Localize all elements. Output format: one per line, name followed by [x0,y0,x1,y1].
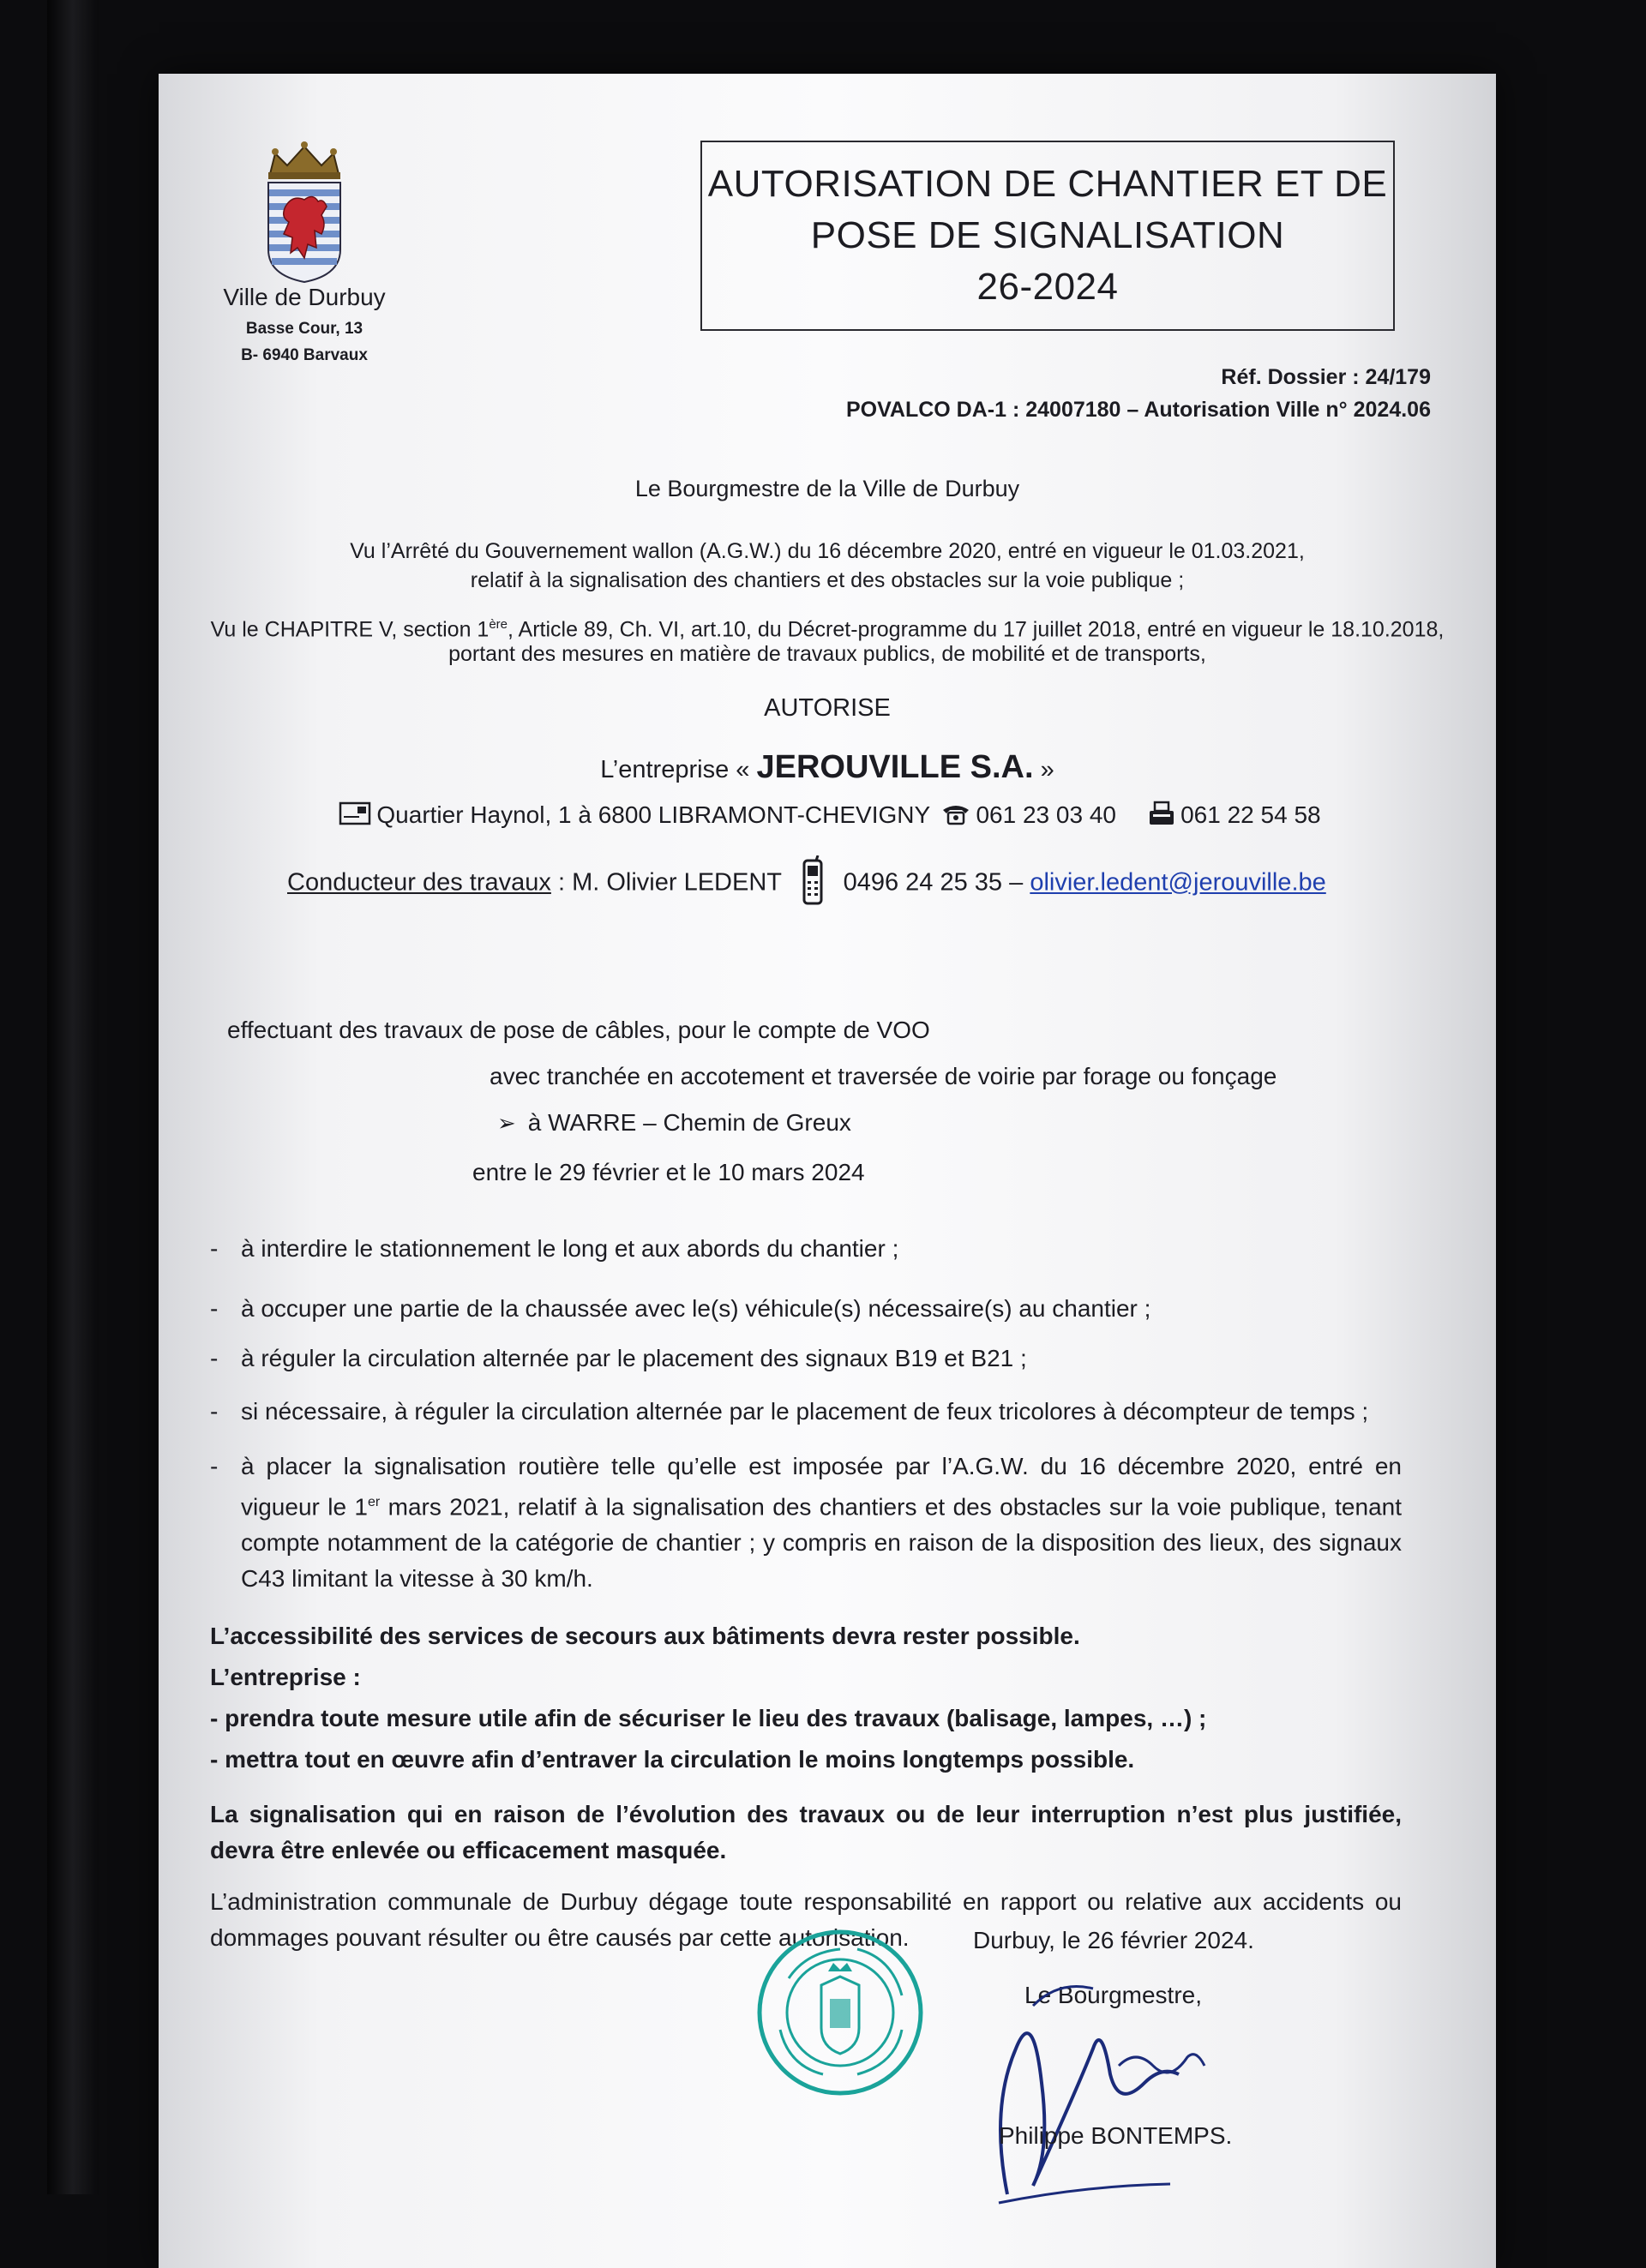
municipality-address-line1: Basse Cour, 13 [245,320,363,338]
company-contact-line [159,801,1496,832]
list-dash: - [210,1235,219,1262]
measure-5-part-a: à placer la signalisation routière telle qu’elle est imposée par l’A.G.W. du 16 décembre 2020, entré en vigueur le 1 [241,1453,1402,1521]
works-location: à WARRE – Chemin de Greux [527,1109,851,1136]
company-fax: 061 22 54 58 [1180,801,1321,828]
measure-item-1 [210,1231,1402,1267]
site-manager-mobile: 0496 24 25 35 [843,868,1003,897]
municipality-name: Ville de Durbuy [223,284,386,310]
measure-item-4 [210,1394,1402,1430]
document-page [159,74,1496,2268]
accessibility-note: L’accessibilité des services de secours aux bâtiments devra rester possible. [210,1623,1080,1649]
fax-icon [1148,801,1175,832]
measure-item-3 [210,1341,1402,1377]
document-title-box [700,141,1395,331]
authorise-heading: AUTORISE [764,694,891,722]
recital-2-rest: , Article 89, Ch. VI, art.10, du Décret-programme du 17 juillet 2018, entré en vigueur le 18.10.2018, [508,617,1445,642]
recital-1-line1: Vu l’Arrêté du Gouvernement wallon (A.G.W.) du 16 décembre 2020, entré en vigueur le 01.03.2021, [350,539,1305,563]
measure-text: à occuper une partie de la chaussée avec le(s) véhicule(s) nécessaire(s) au chantier ; [241,1295,1151,1322]
list-dash: - [210,1295,219,1322]
works-period: entre le 29 février et le 10 mars 2024 [472,1159,865,1185]
recital-2-prefix: Vu le CHAPITRE V, section 1 [210,617,490,642]
recital-2-superscript: ère [489,617,508,632]
reference-dossier: Réf. Dossier : 24/179 [1221,365,1431,389]
measure-text: si nécessaire, à réguler la circulation alternée par le placement de feux tricolores à décompteur de temps ; [241,1398,1369,1425]
title-line3: 26-2024 [976,266,1119,308]
contact-separator: – [1009,868,1024,897]
list-dash: - [210,1453,219,1479]
coat-of-arms-logo [261,138,347,284]
site-manager-name: : M. Olivier LEDENT [557,868,782,897]
company-open-quote: « [736,756,750,783]
arrow-bullet-icon: ➢ [497,1110,516,1136]
obligation-2: - mettra tout en œuvre afin d’entraver la circulation le moins longtemps possible. [210,1746,1135,1773]
title-line2: POSE DE SIGNALISATION [810,214,1285,256]
measure-5-superscript: er [368,1495,381,1509]
measure-item-5 [210,1449,1402,1597]
measure-text [241,1449,1402,1597]
company-line [159,749,1496,786]
company-prefix: L’entreprise [600,756,730,783]
signatory-name: Philippe BONTEMPS. [999,2122,1233,2149]
signature-place-date: Durbuy, le 26 février 2024. [973,1927,1254,1953]
title-line1: AUTORISATION DE CHANTIER ET DE [707,163,1388,205]
measure-5-part-b: mars 2021, relatif à la signalisation des chantiers et des obstacles sur la voie publique, tenant compte notamment de la catégorie de chantier ; y compris en raison de la disposition des lieux, des signaux C43 limitant la vitesse à 30 km/h. [241,1493,1402,1593]
signature-role: Le Bourgmestre, [1024,1982,1202,2008]
issuer: Le Bourgmestre de la Ville de Durbuy [634,476,1020,501]
company-close-quote: » [1040,756,1054,783]
municipal-seal-stamp [754,1927,926,2098]
signage-removal-note: La signalisation qui en raison de l’évolution des travaux ou de leur interruption n’est plus justifiée, devra être enlevée ou efficacement masquée. [210,1801,1402,1863]
company-phone: 061 23 03 40 [976,801,1116,828]
list-dash: - [210,1398,219,1425]
obligations-heading: L’entreprise : [210,1664,361,1690]
mobile-phone-icon [801,855,825,912]
works-line1: effectuant des travaux de pose de câbles, pour le compte de VOO [227,1017,930,1043]
handwritten-signature [982,1954,1256,2211]
municipality-address-line2: B- 6940 Barvaux [241,346,368,364]
list-dash: - [210,1345,219,1371]
measure-item-2 [210,1291,1402,1327]
device-bezel [47,0,99,2194]
site-manager-label: Conducteur des travaux [287,868,551,897]
company-address: Quartier Haynol, 1 à 6800 LIBRAMONT-CHEVIGNY [376,801,930,828]
company-name: JEROUVILLE S.A. [756,749,1034,785]
works-line2: avec tranchée en accotement et traversée de voirie par forage ou fonçage [490,1063,1277,1089]
measure-text: à réguler la circulation alternée par le placement des signaux B19 et B21 ; [241,1345,1027,1371]
site-manager-email-link[interactable]: olivier.ledent@jerouville.be [1030,868,1326,897]
reference-povalco: POVALCO DA-1 : 24007180 – Autorisation Ville n° 2024.06 [845,398,1431,422]
site-manager-line [287,855,1402,912]
recital-1-line2: relatif à la signalisation des chantiers et des obstacles sur la voie publique ; [470,568,1185,592]
measure-text: à interdire le stationnement le long et aux abords du chantier ; [241,1235,899,1262]
telephone-icon [941,801,970,831]
recital-2-line2: portant des mesures en matière de travaux publics, de mobilité et de transports, [448,642,1206,666]
letter-icon [339,801,371,832]
liability-note: L’administration communale de Durbuy dégage toute responsabilité en rapport ou relative aux accidents ou dommages pouvant résulter ou être causés par cette autorisation. [210,1888,1402,1951]
works-location-line [497,1106,851,1140]
obligation-1: - prendra toute mesure utile afin de sécuriser le lieu des travaux (balisage, lampes, …) ; [210,1705,1207,1731]
